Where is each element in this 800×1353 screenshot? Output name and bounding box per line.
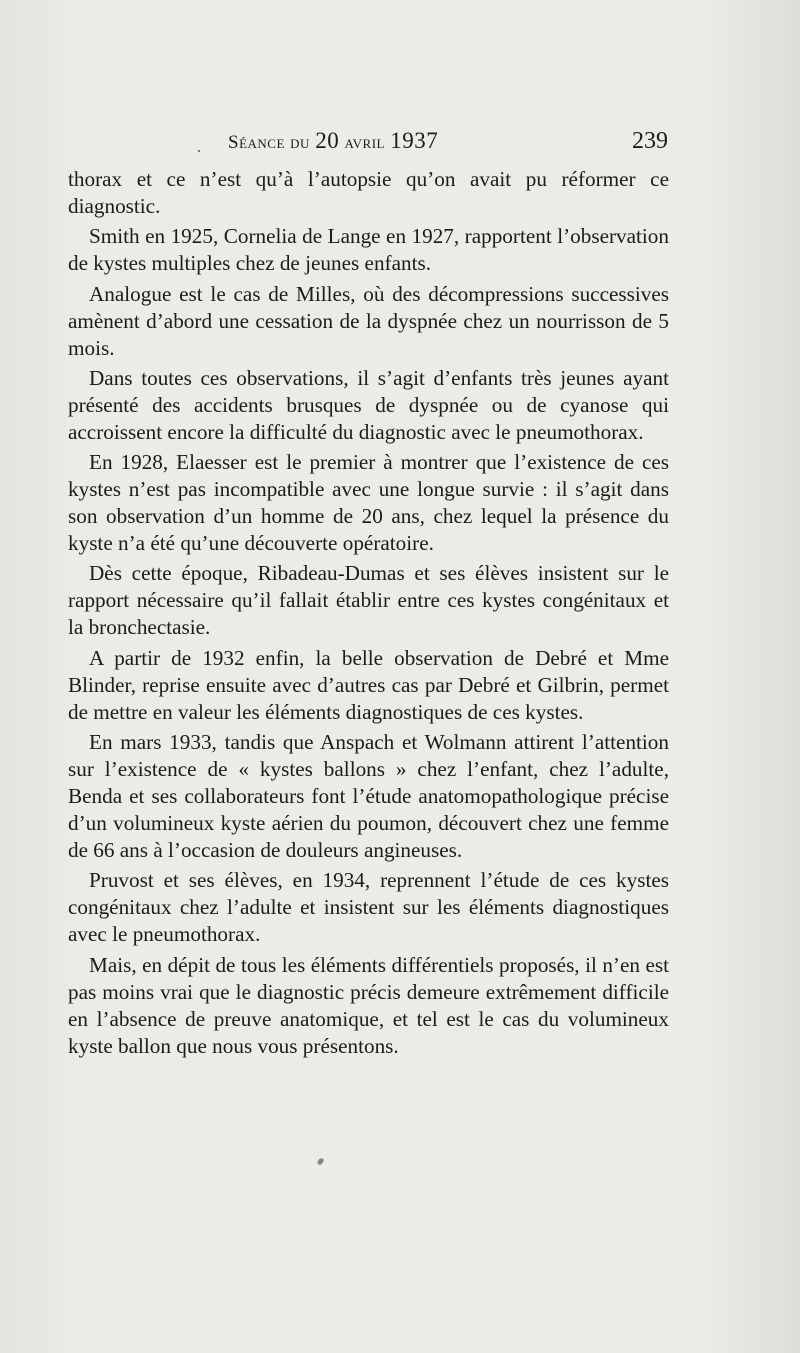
running-head-month: avril xyxy=(339,132,391,153)
running-head xyxy=(228,128,438,154)
running-head-prefix: Séance du xyxy=(228,132,316,153)
paragraph: thorax et ce n’est qu’à l’autopsie qu’on avait pu réformer ce diagnostic. xyxy=(68,167,669,218)
paragraph: Dès cette époque, Ribadeau-Dumas et ses élèves insistent sur le rapport nécessaire qu’il fallait établir entre ces kystes congénitaux et la bronchectasie. xyxy=(68,561,669,640)
page-header xyxy=(68,128,668,162)
paragraph: Pruvost et ses élèves, en 1934, reprennent l’étude de ces kystes congénitaux chez l’adulte et insistent sur les éléments diagnostiques avec le pneumothorax. xyxy=(68,868,669,947)
running-head-day: 20 xyxy=(315,128,340,153)
paragraph: En mars 1933, tandis que Anspach et Wolmann attirent l’attention sur l’existence de « kystes ballons » chez l’enfant, chez l’adulte, Benda et ses collaborateurs font l’étude anatomopathologique précise d’un volumineux kyste aérien du poumon, découvert chez une femme de 66 ans à l’occasion de douleurs angineuses. xyxy=(68,730,669,863)
paragraph: Analogue est le cas de Milles, où des décompressions successives amènent d’abord une cessation de la dyspnée chez un nourrisson de 5 mois. xyxy=(68,281,669,360)
print-speck xyxy=(198,150,200,152)
paragraph: Dans toutes ces observations, il s’agit d’enfants très jeunes ayant présenté des accidents brusques de dyspnée ou de cyanose qui accroissent encore la difficulté du diagnostic avec le pneumothorax. xyxy=(68,365,669,444)
ink-speck xyxy=(317,1157,325,1166)
running-head-year: 1937 xyxy=(390,128,439,153)
paragraph: Mais, en dépit de tous les éléments différentiels proposés, il n’en est pas moins vrai que le diagnostic précis demeure extrêmement difficile en l’absence de preuve anatomique, et tel est le cas du volumineux kyste ballon que nous vous présentons. xyxy=(68,952,669,1058)
body-text xyxy=(68,166,669,1063)
paragraph: En 1928, Elaesser est le premier à montrer que l’existence de ces kystes n’est pas incompatible avec une longue survie : il s’agit dans son observation d’un homme de 20 ans, chez lequel la présence du kyste n’a été qu’une découverte opératoire. xyxy=(68,450,669,556)
paragraph: A partir de 1932 enfin, la belle observation de Debré et Mme Blinder, reprise ensuite avec d’autres cas par Debré et Gilbrin, permet de mettre en valeur les éléments diagnostiques de ces kystes. xyxy=(68,645,669,724)
paragraph: Smith en 1925, Cornelia de Lange en 1927, rapportent l’observation de kystes multiples chez de jeunes enfants. xyxy=(68,224,669,276)
page-number: 239 xyxy=(632,128,668,154)
